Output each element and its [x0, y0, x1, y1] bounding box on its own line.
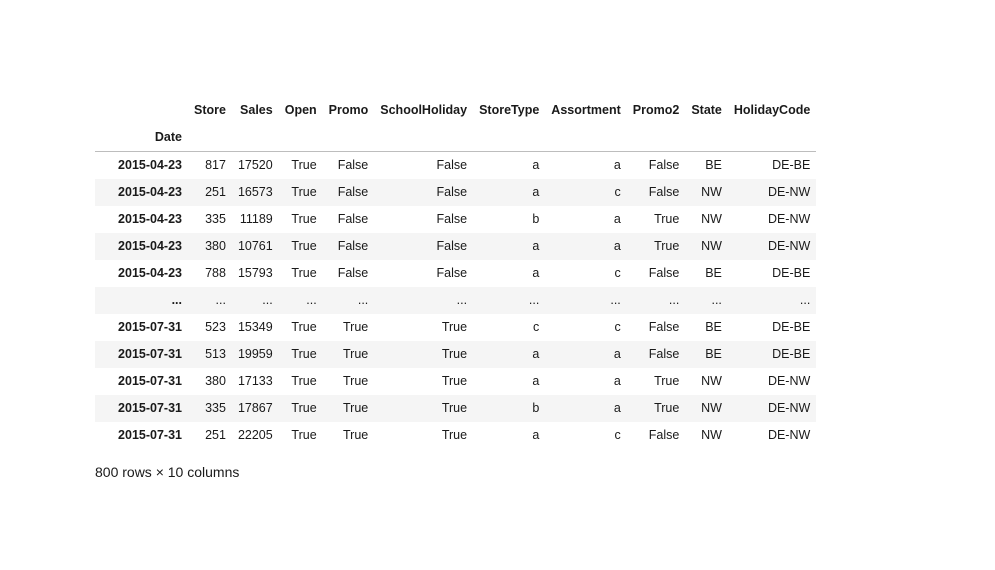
- table-cell: a: [613, 347, 621, 362]
- shape-summary: 800 rows × 10 columns: [95, 464, 240, 480]
- table-cell: 19959: [237, 347, 273, 362]
- table-cell: False: [436, 212, 468, 227]
- table-cell: c: [614, 185, 621, 200]
- dataframe-table: [95, 97, 816, 449]
- table-cell: False: [337, 239, 369, 254]
- table-cell: 251: [205, 185, 226, 200]
- row-index: 2015-04-23: [118, 185, 182, 200]
- table-cell: DE-NW: [767, 185, 811, 200]
- table-cell: False: [648, 185, 680, 200]
- table-cell: False: [648, 158, 680, 173]
- table-cell: True: [441, 320, 468, 335]
- table-row: [95, 368, 816, 395]
- table-cell: 251: [205, 428, 226, 443]
- table-cell: a: [532, 185, 540, 200]
- table-cell: False: [436, 158, 468, 173]
- table-cell: True: [441, 428, 468, 443]
- table-cell: DE-NW: [767, 212, 811, 227]
- table-row: [95, 314, 816, 341]
- column-header: Promo: [328, 103, 369, 118]
- row-index: 2015-07-31: [118, 428, 182, 443]
- table-cell: DE-NW: [767, 239, 811, 254]
- column-header: Assortment: [551, 103, 621, 118]
- table-cell: DE-BE: [772, 158, 811, 173]
- table-cell: True: [441, 347, 468, 362]
- table-row: [95, 395, 816, 422]
- table-cell: True: [291, 158, 317, 173]
- table-cell: ...: [456, 293, 468, 308]
- table-cell: ...: [528, 293, 540, 308]
- table-cell: 11189: [239, 212, 273, 227]
- row-index: 2015-07-31: [118, 320, 182, 335]
- table-cell: False: [436, 266, 468, 281]
- table-cell: a: [613, 401, 621, 416]
- table-cell: True: [291, 428, 317, 443]
- row-index: 2015-07-31: [118, 347, 182, 362]
- column-header: Promo2: [632, 103, 680, 118]
- table-cell: DE-NW: [767, 401, 811, 416]
- row-index: ...: [171, 293, 182, 308]
- table-cell: BE: [705, 266, 722, 281]
- table-cell: c: [614, 320, 621, 335]
- table-cell: False: [337, 266, 369, 281]
- table-cell: 16573: [237, 185, 273, 200]
- table-row: [95, 422, 816, 449]
- table-cell: 788: [205, 266, 226, 281]
- index-header-blank: [95, 97, 188, 124]
- table-cell: 15349: [237, 320, 273, 335]
- table-cell: False: [436, 185, 468, 200]
- row-index: 2015-07-31: [118, 374, 182, 389]
- table-cell: 10761: [237, 239, 273, 254]
- row-index: 2015-04-23: [118, 212, 182, 227]
- table-body: [95, 152, 816, 450]
- table-cell: True: [343, 428, 369, 443]
- table-cell: a: [532, 347, 540, 362]
- table-cell: 380: [205, 239, 226, 254]
- table-cell: 513: [205, 347, 226, 362]
- table-cell: True: [343, 374, 369, 389]
- table-cell: NW: [701, 374, 722, 389]
- table-cell: c: [614, 428, 621, 443]
- table-cell: True: [654, 212, 680, 227]
- table-cell: ...: [668, 293, 680, 308]
- table-cell: DE-NW: [767, 374, 811, 389]
- table-cell: ...: [357, 293, 369, 308]
- table-cell: True: [343, 401, 369, 416]
- table-cell: 22205: [237, 428, 273, 443]
- table-cell: False: [648, 266, 680, 281]
- table-cell: ...: [306, 293, 317, 308]
- table-cell: 523: [205, 320, 226, 335]
- table-cell: DE-BE: [772, 320, 811, 335]
- column-header: Sales: [240, 103, 273, 118]
- table-cell: True: [291, 185, 317, 200]
- table-cell: True: [343, 320, 369, 335]
- table-cell: b: [532, 212, 540, 227]
- column-header: Open: [284, 103, 317, 118]
- table-cell: False: [648, 320, 680, 335]
- table-cell: True: [654, 239, 680, 254]
- column-header: SchoolHoliday: [380, 103, 468, 118]
- table-cell: 15793: [237, 266, 273, 281]
- column-header: Store: [194, 103, 226, 118]
- table-cell: False: [337, 212, 369, 227]
- table-cell: ...: [610, 293, 621, 308]
- row-index: 2015-04-23: [118, 239, 182, 254]
- row-index: 2015-04-23: [118, 266, 182, 281]
- table-cell: False: [337, 158, 369, 173]
- table-cell: BE: [705, 158, 722, 173]
- table-cell: True: [654, 401, 680, 416]
- table-cell: 817: [205, 158, 226, 173]
- column-header-row: [95, 97, 816, 124]
- table-cell: a: [532, 266, 540, 281]
- table-cell: a: [613, 374, 621, 389]
- table-cell: True: [291, 212, 317, 227]
- table-row: [95, 233, 816, 260]
- table-cell: True: [291, 401, 317, 416]
- table-cell: 335: [205, 212, 226, 227]
- table-cell: True: [343, 347, 369, 362]
- table-cell: a: [613, 158, 621, 173]
- table-cell: ...: [799, 293, 811, 308]
- table-cell: BE: [705, 320, 722, 335]
- table-cell: True: [291, 239, 317, 254]
- table-cell: True: [654, 374, 680, 389]
- table-cell: c: [614, 266, 621, 281]
- table-cell: 17133: [237, 374, 273, 389]
- index-header-row: [95, 124, 816, 152]
- index-name: Date: [95, 124, 188, 152]
- table-cell: DE-BE: [772, 347, 811, 362]
- dataframe-output: [95, 97, 816, 449]
- table-cell: ...: [262, 293, 273, 308]
- table-cell: a: [532, 158, 540, 173]
- table-cell: a: [613, 212, 621, 227]
- table-cell: 380: [205, 374, 226, 389]
- table-cell: 17867: [237, 401, 273, 416]
- table-row: [95, 287, 816, 314]
- table-cell: NW: [701, 428, 722, 443]
- table-cell: a: [532, 374, 540, 389]
- row-index: 2015-07-31: [118, 401, 182, 416]
- table-cell: NW: [701, 239, 722, 254]
- table-cell: True: [291, 374, 317, 389]
- table-cell: True: [291, 266, 317, 281]
- table-cell: True: [441, 374, 468, 389]
- table-cell: ...: [215, 293, 226, 308]
- table-cell: a: [532, 428, 540, 443]
- table-cell: True: [441, 401, 468, 416]
- table-cell: False: [648, 428, 680, 443]
- table-cell: a: [613, 239, 621, 254]
- table-cell: False: [337, 185, 369, 200]
- table-cell: False: [648, 347, 680, 362]
- column-header: StoreType: [479, 103, 540, 118]
- row-index: 2015-04-23: [118, 158, 182, 173]
- table-row: [95, 152, 816, 180]
- table-cell: 17520: [237, 158, 273, 173]
- table-cell: True: [291, 347, 317, 362]
- table-row: [95, 341, 816, 368]
- column-header: HolidayCode: [733, 103, 811, 118]
- table-cell: False: [436, 239, 468, 254]
- table-cell: True: [291, 320, 317, 335]
- table-row: [95, 260, 816, 287]
- table-cell: DE-BE: [772, 266, 811, 281]
- table-cell: NW: [701, 401, 722, 416]
- table-cell: NW: [701, 212, 722, 227]
- table-cell: 335: [205, 401, 226, 416]
- table-row: [95, 179, 816, 206]
- table-cell: DE-NW: [767, 428, 811, 443]
- table-cell: BE: [705, 347, 722, 362]
- table-cell: c: [533, 320, 540, 335]
- table-cell: ...: [711, 293, 722, 308]
- table-cell: NW: [701, 185, 722, 200]
- table-cell: b: [532, 401, 540, 416]
- table-row: [95, 206, 816, 233]
- column-header: State: [691, 103, 722, 118]
- table-cell: a: [532, 239, 540, 254]
